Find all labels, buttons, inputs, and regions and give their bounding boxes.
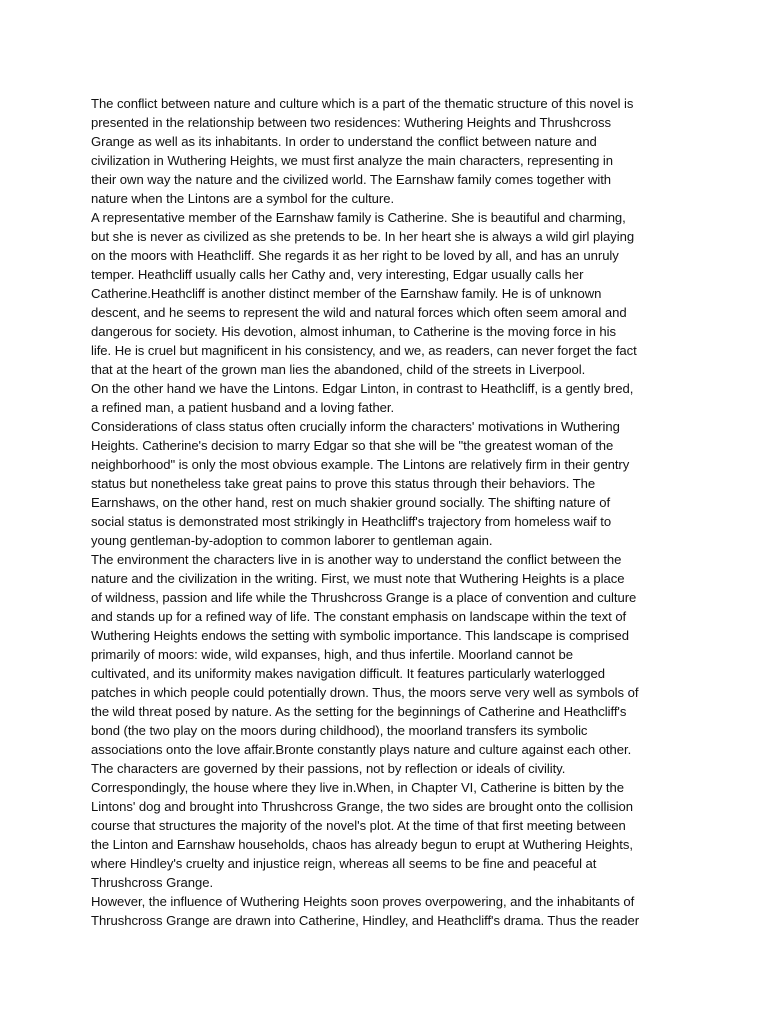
text-line: A representative member of the Earnshaw family is Catherine. She is beautiful and charming, — [91, 210, 626, 225]
text-line: The environment the characters live in is another way to understand the conflict between the — [91, 552, 622, 567]
text-line: temper. Heathcliff usually calls her Cathy and, very interesting, Edgar usually calls her — [91, 267, 584, 282]
text-line: Grange as well as its inhabitants. In order to understand the conflict between nature and — [91, 134, 597, 149]
text-line: the wild threat posed by nature. As the setting for the beginnings of Catherine and Heathcliff's — [91, 704, 627, 719]
text-line: Correspondingly, the house where they live in.When, in Chapter VI, Catherine is bitten by the — [91, 780, 624, 795]
text-line: where Hindley's cruelty and injustice reign, whereas all seems to be fine and peaceful at — [91, 856, 597, 871]
text-line: nature when the Lintons are a symbol for the culture. — [91, 191, 395, 206]
text-line: Thrushcross Grange. — [91, 875, 214, 890]
text-line: life. He is cruel but magnificent in his consistency, and we, as readers, can never forget the fact — [91, 343, 637, 358]
text-line: course that structures the majority of the novel's plot. At the time of that first meeting between — [91, 818, 626, 833]
text-line: dangerous for society. His devotion, almost inhuman, to Catherine is the moving force in his — [91, 324, 616, 339]
text-line: Thrushcross Grange are drawn into Catherine, Hindley, and Heathcliff's drama. Thus the reader — [91, 913, 640, 928]
text-line: civilization in Wuthering Heights, we must first analyze the main characters, representing in — [91, 153, 614, 168]
text-line: young gentleman-by-adoption to common laborer to gentleman again. — [91, 533, 493, 548]
text-line: primarily of moors: wide, wild expanses, high, and thus infertile. Moorland cannot be — [91, 647, 573, 662]
text-line: Wuthering Heights endows the setting with symbolic importance. This landscape is comprised — [91, 628, 629, 643]
text-line: bond (the two play on the moors during childhood), the moorland transfers its symbolic — [91, 723, 588, 738]
text-line: on the moors with Heathcliff. She regards it as her right to be loved by all, and has an unruly — [91, 248, 619, 263]
text-line: but she is never as civilized as she pretends to be. In her heart she is always a wild girl playing — [91, 229, 635, 244]
text-line: However, the influence of Wuthering Heights soon proves overpowering, and the inhabitants of — [91, 894, 635, 909]
text-line: their own way the nature and the civilized world. The Earnshaw family comes together with — [91, 172, 612, 187]
text-line: a refined man, a patient husband and a loving father. — [91, 400, 395, 415]
text-line: of wildness, passion and life while the Thrushcross Grange is a place of convention and culture — [91, 590, 637, 605]
text-line: Earnshaws, on the other hand, rest on much shakier ground socially. The shifting nature of — [91, 495, 611, 510]
text-line: patches in which people could potentially drown. Thus, the moors serve very well as symbols of — [91, 685, 639, 700]
text-line: On the other hand we have the Lintons. Edgar Linton, in contrast to Heathcliff, is a gently bred, — [91, 381, 634, 396]
text-line: Considerations of class status often crucially inform the characters' motivations in Wuthering — [91, 419, 620, 434]
text-line: status but nonetheless take great pains to prove this status through their behaviors. The — [91, 476, 596, 491]
text-line: The conflict between nature and culture which is a part of the thematic structure of this novel is — [91, 96, 634, 111]
text-line: neighborhood" is only the most obvious example. The Lintons are relatively firm in their gentry — [91, 457, 630, 472]
text-line: social status is demonstrated most strikingly in Heathcliff's trajectory from homeless waif to — [91, 514, 612, 529]
text-line: Lintons' dog and brought into Thrushcross Grange, the two sides are brought onto the collision — [91, 799, 634, 814]
text-line: descent, and he seems to represent the wild and natural forces which often seem amoral and — [91, 305, 627, 320]
text-line: Heights. Catherine's decision to marry Edgar so that she will be "the greatest woman of the — [91, 438, 614, 453]
text-line: cultivated, and its uniformity makes navigation difficult. It features particularly waterlogged — [91, 666, 605, 681]
text-line: associations onto the love affair.Bronte constantly plays nature and culture against each other. — [91, 742, 632, 757]
text-line: nature and the civilization in the writing. First, we must note that Wuthering Heights is a place — [91, 571, 625, 586]
text-line: that at the heart of the grown man lies the abandoned, child of the streets in Liverpool. — [91, 362, 586, 377]
text-line: presented in the relationship between two residences: Wuthering Heights and Thrushcross — [91, 115, 611, 130]
text-line: The characters are governed by their passions, not by reflection or ideals of civility. — [91, 761, 566, 776]
text-line: the Linton and Earnshaw households, chaos has already begun to erupt at Wuthering Heights, — [91, 837, 633, 852]
document-body — [91, 94, 691, 930]
text-line: and stands up for a refined way of life. The constant emphasis on landscape within the text of — [91, 609, 627, 624]
text-line: Catherine.Heathcliff is another distinct member of the Earnshaw family. He is of unknown — [91, 286, 602, 301]
